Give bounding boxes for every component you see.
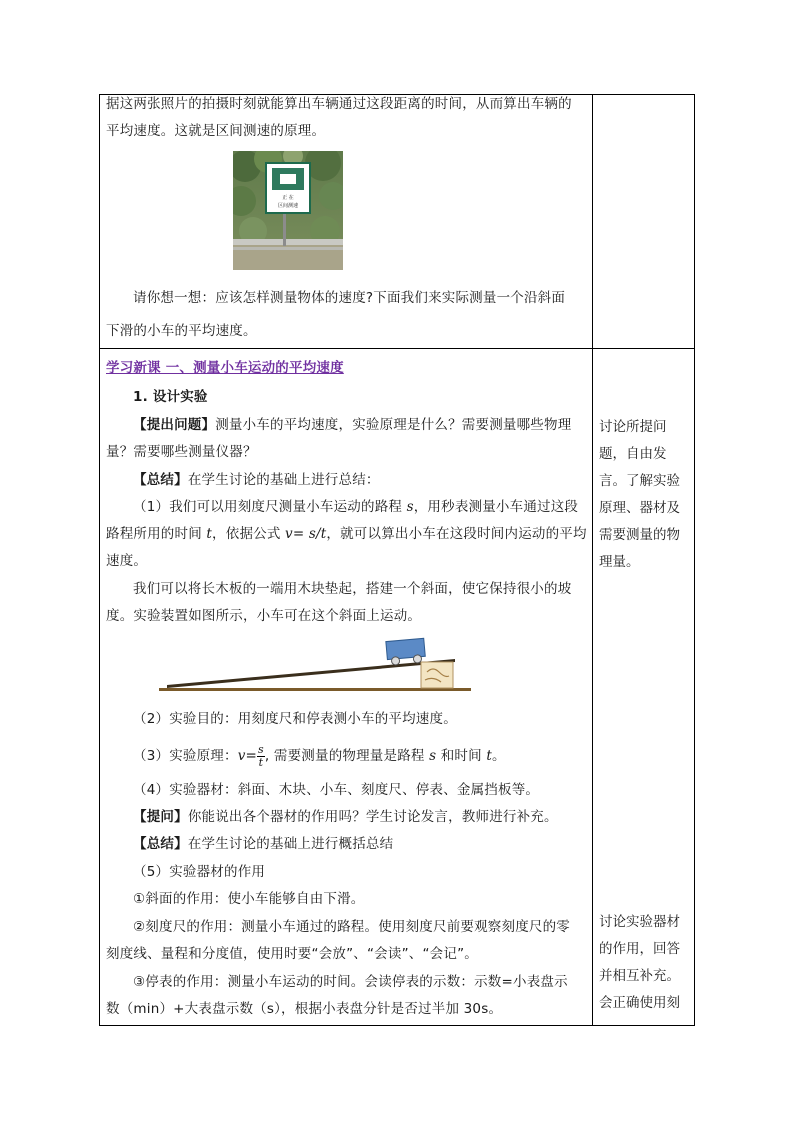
ask-paragraph bbox=[133, 804, 558, 830]
wood-block bbox=[421, 662, 453, 688]
subheading-text: 设计实验 bbox=[152, 389, 208, 405]
fraction-numerator: s bbox=[258, 742, 264, 756]
summary-paragraph bbox=[133, 467, 380, 493]
side2-line: 会正确使用刻 bbox=[599, 995, 680, 1011]
speed-zone-sign-photo bbox=[233, 151, 343, 270]
side1-line: 讨论所提问 bbox=[599, 419, 667, 435]
side1-line: 理量。 bbox=[599, 554, 640, 570]
role-incline: ①斜面的作用：使小车能够自由下滑。 bbox=[133, 891, 365, 907]
ask-tag: 【提问】 bbox=[133, 809, 188, 825]
role-stopwatch-line1: ③停表的作用：测量小车运动的时间。会读停表的示数：示数=小表盘示 bbox=[133, 974, 568, 990]
row1-line2: 平均速度。这就是区间测速的原理。 bbox=[106, 123, 326, 139]
principle-v: v= bbox=[237, 748, 258, 764]
subheading-design-experiment bbox=[133, 384, 208, 410]
sign-text-1: 正 在 bbox=[282, 195, 294, 201]
incline-plank bbox=[167, 659, 455, 688]
point1-line3: 速度。 bbox=[106, 553, 148, 569]
side2-line: 的作用，回答 bbox=[599, 941, 680, 957]
side1-line: 题，自由发 bbox=[599, 446, 667, 462]
row1-line3: 请你想一想：应该怎样测量物体的速度?下面我们来实际测量一个沿斜面 bbox=[133, 290, 566, 306]
principle-b: , 需要测量的物理量是路程 bbox=[264, 748, 425, 764]
symbol-s: s bbox=[406, 499, 414, 515]
row1-line1: 据这两张照片的拍摄时刻就能算出车辆通过这段距离的时间，从而算出车辆的 bbox=[106, 96, 572, 112]
side1-line: 需要测量的物 bbox=[599, 527, 680, 543]
summary-text: 在学生讨论的基础上进行总结： bbox=[187, 472, 380, 488]
point1-d: ，依据公式 bbox=[212, 526, 281, 542]
side2-line: 并相互补充。 bbox=[599, 968, 680, 984]
side2-line: 讨论实验器材 bbox=[599, 914, 680, 930]
column-divider bbox=[592, 94, 593, 1026]
item-equipment: （4）实验器材：斜面、木块、小车、刻度尺、停表、金属挡板等。 bbox=[133, 782, 540, 798]
principle-s: s bbox=[429, 748, 437, 764]
summary-tag: 【总结】 bbox=[133, 472, 188, 488]
summary2-paragraph bbox=[133, 831, 393, 857]
symbol-t: t bbox=[206, 526, 213, 542]
incline-diagram bbox=[155, 632, 475, 696]
point1-line1 bbox=[133, 494, 578, 520]
item-purpose: （2）实验目的：用刻度尺和停表测小车的平均速度。 bbox=[133, 711, 457, 727]
row-divider bbox=[99, 348, 695, 349]
side1-line: 原理、器材及 bbox=[599, 500, 680, 516]
question-tag: 【提出问题】 bbox=[133, 417, 216, 433]
paragraph2-line1: 我们可以将长木板的一端用木块垫起，搭建一个斜面，使它保持很小的坡 bbox=[133, 581, 572, 597]
point1-line2 bbox=[106, 521, 587, 547]
item-equipment-role: （5）实验器材的作用 bbox=[133, 864, 266, 880]
formula-inline: v= s/t bbox=[285, 526, 327, 542]
side-note-1 bbox=[599, 414, 680, 576]
item-principle bbox=[133, 742, 506, 770]
principle-t: t bbox=[486, 748, 492, 764]
principle-label: （3）实验原理： bbox=[133, 748, 238, 764]
role-stopwatch-line2: 数（min）+大表盘示数（s），根据小表盘分针是否过半加 30s。 bbox=[106, 1001, 503, 1017]
point1-e: ，就可以算出小车在这段时间内运动的平均 bbox=[326, 526, 587, 542]
question-text: 测量小车的平均速度，实验原理是什么？需要测量哪些物理 bbox=[215, 417, 572, 433]
point1-c: 路程所用的时间 bbox=[106, 526, 202, 542]
question-text-2: 量？需要哪些测量仪器？ bbox=[106, 444, 257, 460]
cart bbox=[386, 638, 426, 665]
fraction-denominator: t bbox=[258, 755, 264, 769]
summary2-text: 在学生讨论的基础上进行概括总结 bbox=[187, 836, 394, 852]
sign-text-2: 区间测速 bbox=[277, 203, 299, 209]
paragraph2-line2: 度。实验装置如图所示，小车可在这个斜面上运动。 bbox=[106, 608, 422, 624]
side1-line: 言。了解实验 bbox=[599, 473, 680, 489]
role-ruler-line1: ②刻度尺的作用：测量小车通过的路程。使用刻度尺前要观察刻度尺的零 bbox=[133, 919, 571, 935]
subheading-number: 1. bbox=[133, 389, 148, 405]
principle-fraction bbox=[257, 744, 265, 769]
principle-d: 。 bbox=[491, 748, 506, 764]
point1-a: （1）我们可以用刻度尺测量小车运动的路程 bbox=[133, 499, 403, 515]
summary2-tag: 【总结】 bbox=[133, 836, 188, 852]
role-ruler-line2: 刻度线、量程和分度值，使用时要“会放”、“会读”、“会记”。 bbox=[106, 946, 478, 962]
row1-line4: 下滑的小车的平均速度。 bbox=[106, 323, 257, 339]
section-heading: 学习新课 一、测量小车运动的平均速度 bbox=[106, 360, 344, 376]
principle-c: 和时间 bbox=[440, 748, 482, 764]
ask-text: 你能说出各个器材的作用吗？学生讨论发言，教师进行补充。 bbox=[187, 809, 558, 825]
side-note-2 bbox=[599, 909, 680, 1017]
point1-b: ，用秒表测量小车通过这段 bbox=[413, 499, 579, 515]
question-paragraph bbox=[133, 412, 571, 438]
